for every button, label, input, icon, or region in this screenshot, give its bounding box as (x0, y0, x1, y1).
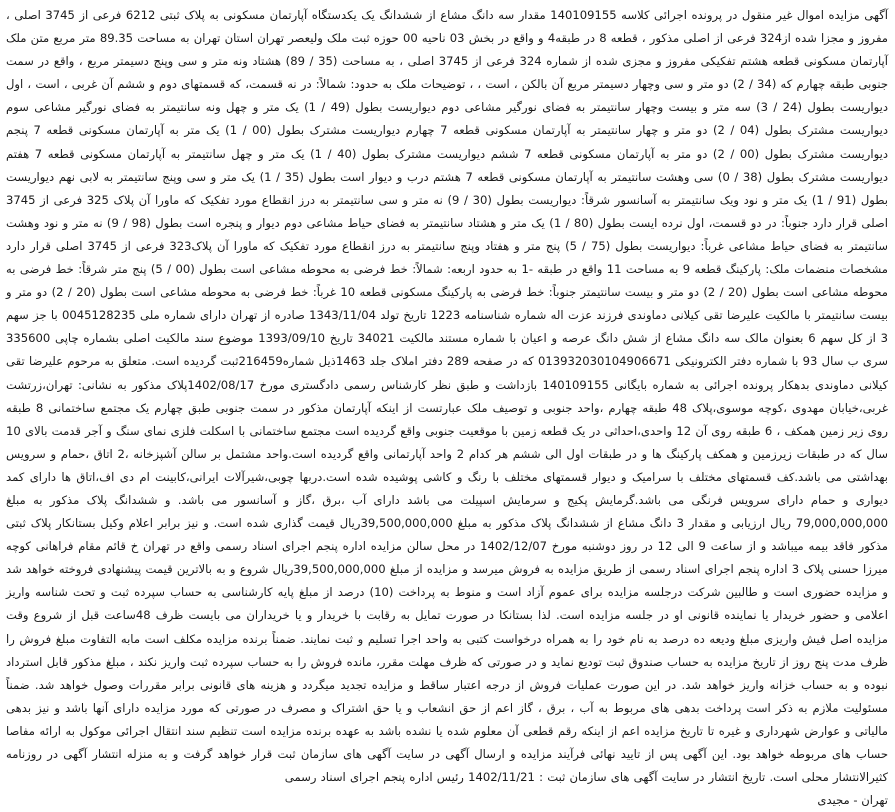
notice-body-text: آگهی مزایده اموال غیر منقول در پرونده اجرائی کلاسه 140109155 مقدار سه دانگ مشاع از ششدانگ یک یکدستگاه آپارتمان مسکونی به پلاک ثبتی 6212 فرعی از 3745 اصلی ، مفروز و مجزا شده از324 فرعی از اصلی مذکور ، قطعه 8 در طبقه4 و واقع در بخش 03 ناحیه 00 حوزه ثبت ملک ولیعصر تهران استان تهران به مساحت 89.35 متر مربع متن ملک آپارتمان مسکونی قطعه هشتم تفکیکی مفروز و مجزی شده از شماره 324 فرعی از 3745 اصلی ، به مساحت (35 / 89) هشتاد ونه متر و سی وپنج دسیمتر مربع ، واقع در سمت جنوبی طبقه چهارم که (34 / 2) دو متر و سی وچهار دسیمتر مربع آن بالکن ، است ، ، توضیحات ملک به حدود: شمالاً: در نه قسمت، که قسمتهای دوم و ششم آن غربی ، است ، اول دیواریست بطول (24 / 3) سه متر و بیست وچهار سانتیمتر به فضای نورگیر مشاعی دوم دیواریست بطول (49 / 1) یک متر و چهل ونه سانتیمتر به فضای نورگیر مشاعی سوم دیواریست مشترک بطول (04 / 2) دو متر و چهار سانتیمتر به آپارتمان مسکونی قطعه 7 چهارم دیواریست مشترک بطول (00 / 1) یک متر به آپارتمان مسکونی قطعه 7 پنجم دیواریست مشترک بطول (00 / 2) دو متر به آپارتمان مسکونی قطعه 7 ششم دیواریست مشترک بطول (40 / 1) یک متر و چهل سانتیمتر به آپارتمان مسکونی قطعه 7 هفتم دیواریست مشترک بطول (38 / 0) سی وهشت سانتیمتر به آپارتمان مسکونی قطعه 7 هشتم درب و دیوار است بطول (35 / 1) یک متر و سی وپنج سانتیمتر به لابی نهم دیواریست بطول (91 / 1) یک متر و نود ویک سانتیمتر به آسانسور شرقاً: دیواریست بطول (30 / 9) نه متر و سی سانتیمتر به درز انقطاع مورد تفکیک که ماورا آن پلاک 325 فرعی از 3745 اصلی قرار دارد جنوباً: در دو قسمت، اول نرده ایست بطول (80 / 1) یک متر و هشتاد سانتیمتر به فضای حیاط مشاعی دوم دیوار و پنجره است بطول (98 / 9) نه متر و نود وهشت سانتیمتر به فضای حیاط مشاعی غرباً: دیواریست بطول (75 / 5) پنج متر و هفتاد وپنج سانتیمتر به درز انقطاع مورد تفکیک که ماورا آن پلاک323 فرعی از 3745 اصلی قرار دارد مشخصات منضمات ملک: پارکینگ قطعه 9 به مساحت 11 واقع در طبقه -1 به حدود اربعه: شمالاً: خط فرضی به محوطه مشاعی است بطول (00 / 5) پنج متر شرقاً: خط فرضی به محوطه مشاعی است بطول (20 / 2) دو متر و بیست سانتیمتر جنوباً: خط فرضی به پارکینگ مسکونی قطعه 10 غرباً: خط فرضی به محوطه مشاعی است بطول (20 / 2) دو متر و بیست سانتیمتر با مالکیت علیرضا تقی کیلانی دماوندی فرزند عزت اله شماره شناسنامه 1223 تاریخ تولد 1343/11/04 صادره از تهران دارای شماره ملی 0045128235 با جز سهم 3 از کل سهم 6 بعنوان مالک سه دانگ مشاع از شش دانگ عرصه و اعیان با شماره مستند مالکیت 34021 تاریخ 1393/09/10 موضوع سند مالکیت اصلی بشماره چاپی 335600 سری ب سال 93 با شماره دفتر الکترونیکی 013932030104906671 که در صفحه 289 دفتر املاک جلد 1463ذیل شماره216459ثبت گردیده است. متعلق به مرحوم علیرضا تقی کیلانی دماوندی بدهکار پرونده اجرائی به شماره بایگانی 140109155 بازداشت و طبق نظر کارشناس رسمی دادگستری مورخ 1402/08/17پلاک مذکور به نشانی: تهران،زرتشت غربی،خیابان مهدوی ،کوچه موسوی،پلاک 48 طبقه چهارم ،واحد جنوبی و توصیف ملک عبارتست از اینکه آپارتمان مذکور در سمت جنوبی طبق چهارم یک مجتمع ساختمانی 8 طبقه روی زیر زمین همکف ، 6 طبقه روی آن 12 واحدی،احداثی در یک قطعه زمین با موقعیت جنوبی واقع گردیده است مجتمع ساختمانی با اسکلت فلزی نمای سنگ و آجر قدمت بالای 10 سال که در طبقات زیرزمین و همکف پارکینگ ها و در طبقات اول الی ششم هر کدام 2 واحد آپارتمانی واقع گردیده است.واحد مشتمل بر سالن آشپزخانه ،2 اتاق ،حمام و سرویس بهداشتی می باشد.کف قسمتهای مختلف با سرامیک و دیوار قسمتهای مختلف با رنگ و کاشی پوشیده شده است.دربها چوبی،شیرآلات ایرانی،کابینت ام دی اف،اتاق ها دارای کمد دیواری و حمام دارای سرویس فرنگی می باشد.گرمایش پکیج و سرمایش اسپیلت می باشد دارای آب ،برق ،گاز و آسانسور می باشد. و ششدانگ پلاک مذکور به مبلغ 79,000,000,000 ریال ارزیابی و مقدار 3 دانگ مشاع از ششدانگ پلاک مذکور به مبلغ 39,500,000,000ریال قیمت گذاری شده است. و نیز برابر اعلام وکیل بستانکار پلاک ثبتی مذکور فاقد بیمه میباشد و از ساعت 9 الی 12 در روز دوشنبه مورخ 1402/12/07 در محل سالن مزایده اداره پنجم اجرای اسناد رسمی واقع در تهران خ قائم مقام فراهانی کوچه میرزا حسنی پلاک 3 اداره پنجم اجرای اسناد رسمی از طریق مزایده به فروش میرسد و مزایده از مبلغ 39,500,000,000ریال شروع و به بالاترین قیمت پیشنهادی فروخته خواهد شد و مزایده حضوری است و طالبین شرکت درجلسه مزایده برای عموم آزاد است و منوط به پرداخت (10) درصد از مبلغ پایه کارشناسی به حساب سپرده ثبت و تحت شناسه واریز اعلامی و حضور خریدار یا نماینده قانونی او در جلسه مزایده است. لذا بستانکا در صورت تمایل به رقابت با خریدار و یا خریداران می بایست ظرف 48ساعت قبل از شروع وقت مزایده اصل فیش واریزی مبلغ ودیعه ده درصد به نام خود را به همراه درخواست کتبی به واحد اجرا تسلیم و ثبت نمایند. ضمناً برنده مزایده مکلف است مابه التفاوت مبلغ فروش را ظرف مدت پنج روز از تاریخ مزایده به حساب صندوق ثبت تودیع نماید و در صورتی که ظرف مهلت مقرر، مانده فروش را به حساب سپرده ثبت واریز نکند ، مبلغ مذکور قابل استرداد نبوده و به حساب خزانه واریز خواهد شد. در این صورت عملیات فروش از درجه اعتبار ساقط و مزایده تجدید میگردد و هزینه های قانونی برابر مقررات وصول خواهد شد. ضمناً مسئولیت ملازم به ذکر است پرداخت بدهی های مربوط به آب ، برق ، گاز اعم از حق انشعاب و یا حق اشتراک و مصرف در صورتی که مورد مزایده دارای آنها باشد و نیز بدهی مالیاتی و عوارض شهرداری و غیره تا تاریخ مزایده اعم از اینکه رقم قطعی آن معلوم شده یا نشده باشد به عهده برنده مزایده است تنظیم سند انتقال اجرائی موکول به ارائه مفاصا حساب های مربوطه خواهد بود. این آگهی پس از تایید نهائی فرآیند مزایده و ارسال آگهی در سایت آگهی های سازمان ثبت قرار خواهد گرفت و به منزله انتشار آگهی در روزنامه کثیرالانتشار محلی است. تاریخ انتشار در سایت آگهی های سازمان ثبت : 1402/11/21 رئیس اداره پنجم اجرای اسناد رسمی (6, 8, 889, 785)
notice-signature: تهران - مجیدی (817, 793, 888, 808)
